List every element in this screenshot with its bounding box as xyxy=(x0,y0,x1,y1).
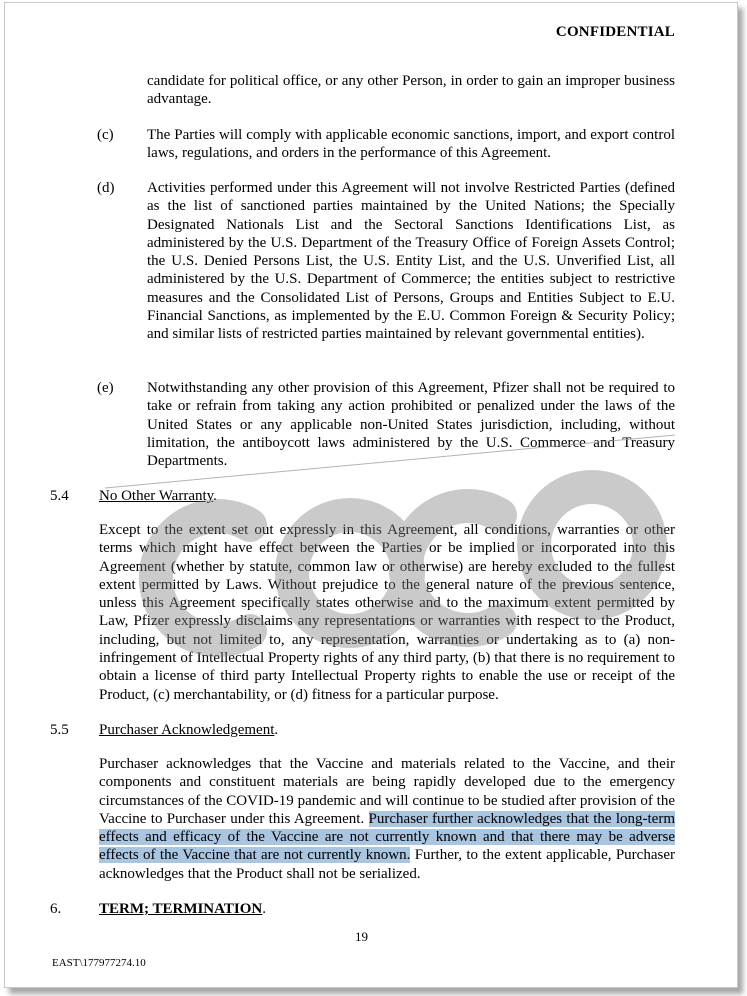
clause-d-marker: (d) xyxy=(97,180,115,196)
section-5-4-title: No Other Warranty xyxy=(99,488,214,504)
highlighted-text: Purchaser further acknowledges that the long-term effects and efficacy of the Vaccine are not currently known and that there may be adverse effects of the Vaccine that are not currently known. xyxy=(99,810,675,864)
section-5-5-title: Purchaser Acknowledgement xyxy=(99,722,275,738)
section-5-5-number: 5.5 xyxy=(50,722,69,738)
section-5-5-text-before: Purchaser acknowledges that the Vaccine and materials related to the Vaccine, and their components and constituent materials are being rapidly developed due to the emergency circumstances of the COVID-19 pandemic and will continue to be studied after provision of the Vaccine to Purchaser under this Agreement. xyxy=(99,756,675,827)
intro-continuation: candidate for political office, or any other Person, in order to gain an improper business advantage. xyxy=(147,73,675,108)
section-6-heading: TERM; TERMINATION. xyxy=(99,901,266,917)
clause-c-marker: (c) xyxy=(97,127,114,143)
section-5-4-text: Except to the extent set out expressly in this Agreement, all conditions, warranties or other terms which might have effect between the Parties or be implied or incorporated into this Agreement (whether by statute, common law or otherwise) are hereby excluded to the fullest extent permitted by Laws. Without prejudice to the general nature of the previous sentence, unless this Agreement specifically states otherwise and to the maximum extent permitted by Law, Pfizer expressly disclaims any representations or warranties with respect to the Product, including, but not limited to, any representation, warranties or undertaking as to (a) non-infringement of Intellectual Property rights of any third party, (b) that there is no requirement to obtain a license of third party Intellectual Property rights to enable the use or receipt of the Product, (c) merchantability, or (d) fitness for a particular purpose. xyxy=(99,522,675,703)
section-6-title: TERM; TERMINATION xyxy=(99,901,263,917)
section-5-5-text-after: Further, to the extent applicable, Purchaser acknowledges that the Product shall not be serialized. xyxy=(99,847,675,882)
document-footer-id: EAST\177977274.10 xyxy=(52,957,146,969)
section-5-5-text xyxy=(99,755,675,883)
section-5-4-heading: No Other Warranty. xyxy=(99,488,217,504)
clause-c-text: The Parties will comply with applicable economic sanctions, import, and export control laws, regulations, and orders in the performance of this Agreement. xyxy=(147,127,675,162)
section-5-5-heading: Purchaser Acknowledgement. xyxy=(99,722,279,738)
clause-e-marker: (e) xyxy=(97,380,114,396)
clause-d-text: Activities performed under this Agreement will not involve Restricted Parties (defined as the list of sanctioned parties maintained by the United Nations; the Specially Designated Nationals List and the Sectoral Sanctions Identifications List, as administered by the U.S. Department of the Treasury Office of Foreign Assets Control; the U.S. Denied Persons List, the U.S. Entity List, and the U.S. Unverified List, all administered by the U.S. Department of Commerce; the entities subject to restrictive measures and the Consolidated List of Persons, Groups and Entities Subject to E.U. Financial Sanctions, as implemented by the E.U. Common Foreign & Security Policy; and similar lists of restricted parties maintained by relevant governmental entities). xyxy=(147,180,675,343)
page-number: 19 xyxy=(355,929,368,944)
section-5-4-number: 5.4 xyxy=(50,488,69,504)
section-6-number: 6. xyxy=(50,901,62,917)
document-page xyxy=(4,2,738,988)
clause-e-text: Notwithstanding any other provision of this Agreement, Pfizer shall not be required to take or refrain from taking any action prohibited or penalized under the laws of the United States or any applicable non-United States jurisdiction, including, without limitation, the antiboycott laws administered by the U.S. Commerce and Treasury Departments. xyxy=(147,380,675,470)
confidential-label: CONFIDENTIAL xyxy=(555,24,675,40)
